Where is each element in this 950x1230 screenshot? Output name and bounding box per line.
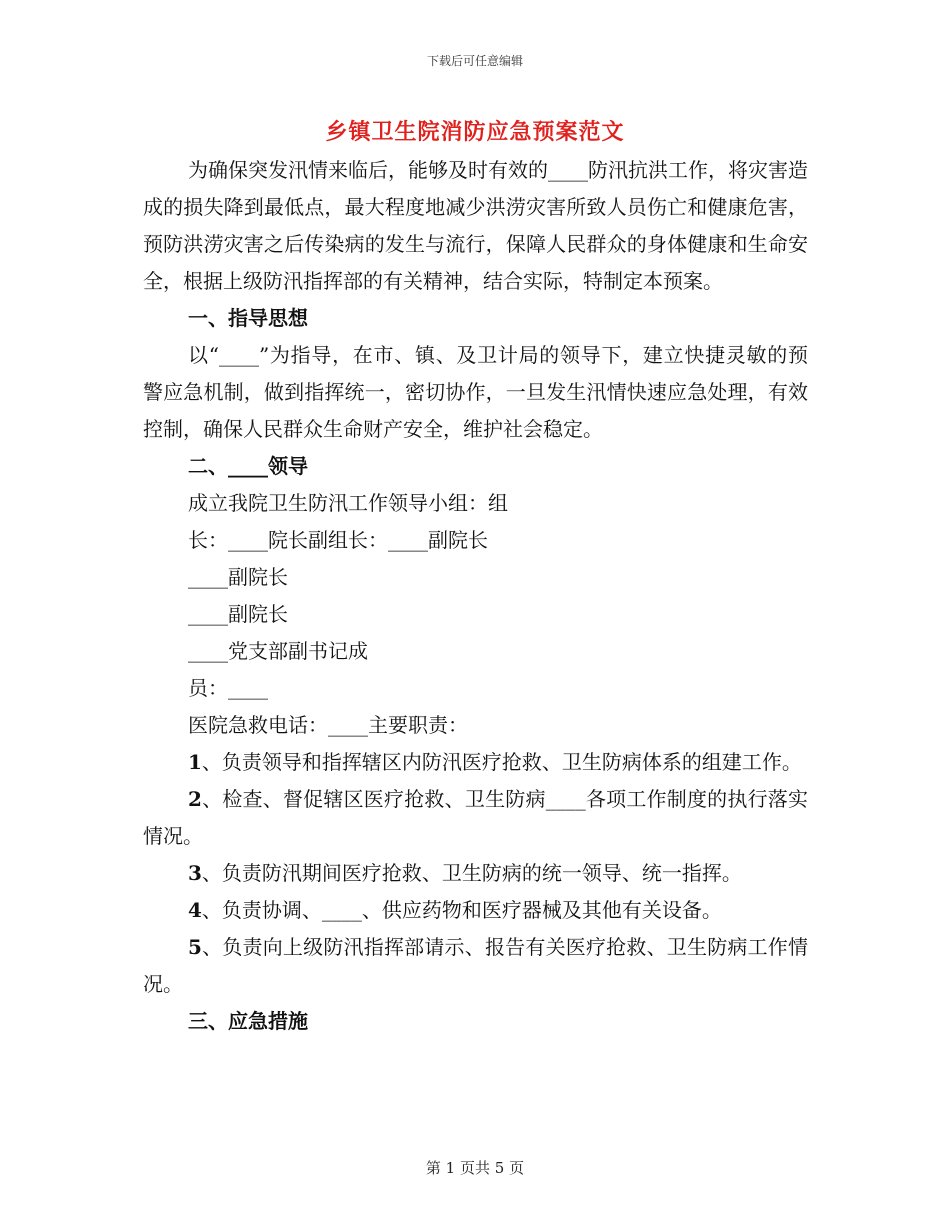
duty-item-text: 、负责协调、____、供应药物和医疗器械及其他有关设备。 xyxy=(201,898,722,922)
leadership-line: 员：____ xyxy=(188,676,268,700)
duty-item-number: 3 xyxy=(188,861,202,885)
intro-paragraph: 为确保突发汛情来临后，能够及时有效的____防汛抗洪工作，将灾害造成的损失降到最低点，最大程度地减少洪涝灾害所致人员伤亡和健康危害，预防洪涝灾害之后传染病的发生与流行，保障人民群众的身体健康和生命安全，根据上级防汛指挥部的有关精神，结合实际，特制定本预案。 xyxy=(143,158,808,293)
duty-item-number: 2 xyxy=(188,787,202,811)
section-heading-emergency-measures: 三、应急措施 xyxy=(188,1009,308,1033)
duty-item xyxy=(143,892,808,929)
leadership-line: 长：____院长副组长：____副院长 xyxy=(188,528,488,552)
document-title: 乡镇卫生院消防应急预案范文 xyxy=(325,119,625,145)
page-number: 第 1 页共 5 页 xyxy=(425,1159,525,1177)
duty-item-number: 4 xyxy=(188,898,202,922)
duty-item xyxy=(143,855,808,892)
duty-item-number: 5 xyxy=(188,935,202,959)
duty-item-number: 1 xyxy=(188,750,202,774)
page-header: 下载后可任意编辑 xyxy=(426,54,523,68)
leadership-line: 成立我院卫生防汛工作领导小组：组 xyxy=(188,491,508,515)
leadership-line: ____副院长 xyxy=(188,565,288,589)
duty-item xyxy=(143,781,808,855)
duty-item-text: 、负责领导和指挥辖区内防汛医疗抢救、卫生防病体系的组建工作。 xyxy=(201,750,802,774)
duty-item-text: 、负责防汛期间医疗抢救、卫生防病的统一领导、统一指挥。 xyxy=(201,861,742,885)
section-heading-guiding-ideology: 一、指导思想 xyxy=(188,306,308,330)
guiding-ideology-paragraph: 以“____”为指导，在市、镇、及卫计局的领导下，建立快捷灵敏的预警应急机制，做到指挥统一，密切协作，一旦发生汛情快速应急处理，有效控制，确保人民群众生命财产安全，维护社会稳定。 xyxy=(143,343,808,441)
leadership-line: 医院急救电话：____主要职责： xyxy=(188,713,468,737)
duty-item xyxy=(143,744,808,781)
leadership-line: ____党支部副书记成 xyxy=(188,639,368,663)
duty-item-text: 、检查、督促辖区医疗抢救、卫生防病____各项工作制度的执行落实情况。 xyxy=(143,787,808,848)
duty-item-text: 、负责向上级防汛指挥部请示、报告有关医疗抢救、卫生防病工作情况。 xyxy=(143,935,808,996)
duty-item xyxy=(143,929,808,1003)
section-heading-leadership: 二、____领导 xyxy=(188,454,308,478)
document-body xyxy=(143,152,808,1040)
leadership-line: ____副院长 xyxy=(188,602,288,626)
